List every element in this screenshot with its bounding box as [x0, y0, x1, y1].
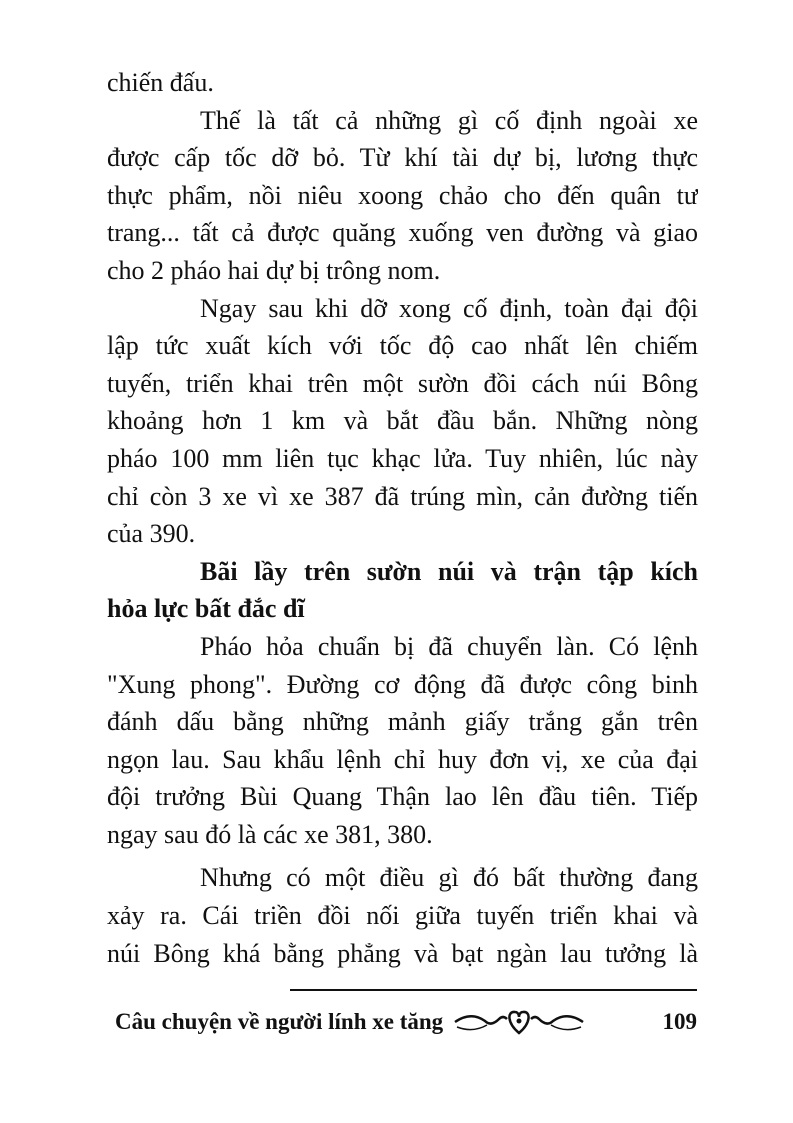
text-line: ngay sau đó là các xe 381, 380. [107, 819, 433, 849]
text-line: khoảng hơn 1 km và bắt đầu bắn. Những nòng [107, 406, 698, 436]
ornament-flourish-icon [451, 1007, 587, 1037]
page-body [107, 64, 698, 972]
text-line: chỉ còn 3 xe vì xe 387 đã trúng mìn, cản đường tiến [107, 481, 698, 511]
text-line: Nhưng có một điều gì đó bất thường đang [200, 863, 698, 893]
text-line: đội trưởng Bùi Quang Thận lao lên đầu tiên. Tiếp [107, 782, 698, 812]
text-line: pháo 100 mm liên tục khạc lửa. Tuy nhiên, lúc này [107, 443, 698, 473]
page-number: 109 [662, 1009, 697, 1034]
text-line: lập tức xuất kích với tốc độ cao nhất lên chiếm [107, 331, 698, 361]
text-line: Thế là tất cả những gì cố định ngoài xe [200, 105, 698, 135]
text-line: "Xung phong". Đường cơ động đã được công binh [107, 669, 698, 699]
text-line: của 390. [107, 519, 196, 549]
footer-rule [290, 989, 697, 991]
text-line: Pháo hỏa chuẩn bị đã chuyển làn. Có lệnh [200, 631, 698, 661]
book-title: Câu chuyện về người lính xe tăng [115, 1009, 444, 1034]
text-line: được cấp tốc dỡ bỏ. Từ khí tài dự bị, lương thực [107, 143, 698, 173]
text-line: tuyến, triển khai trên một sườn đồi cách núi Bông [107, 368, 698, 398]
section-heading: Bãi lầy trên sườn núi và trận tập kích [200, 556, 698, 586]
text-line: Ngay sau khi dỡ xong cố định, toàn đại đội [200, 293, 698, 323]
text-line: xảy ra. Cái triền đồi nối giữa tuyến triển khai và [107, 901, 698, 931]
text-line: cho 2 pháo hai dự bị trông nom. [107, 255, 441, 285]
text-line: ngọn lau. Sau khẩu lệnh chỉ huy đơn vị, xe của đại [107, 744, 698, 774]
section-heading: hỏa lực bất đắc dĩ [107, 594, 305, 624]
text-line: núi Bông khá bằng phẳng và bạt ngàn lau tưởng là [107, 938, 698, 968]
text-line: đánh dấu bằng những mảnh giấy trắng gắn trên [107, 707, 698, 737]
page-footer [115, 1004, 697, 1040]
text-line: thực phẩm, nồi niêu xoong chảo cho đến quân tư [107, 180, 698, 210]
text-line: chiến đấu. [107, 68, 214, 97]
text-line: trang... tất cả được quăng xuống ven đường và giao [107, 218, 698, 248]
